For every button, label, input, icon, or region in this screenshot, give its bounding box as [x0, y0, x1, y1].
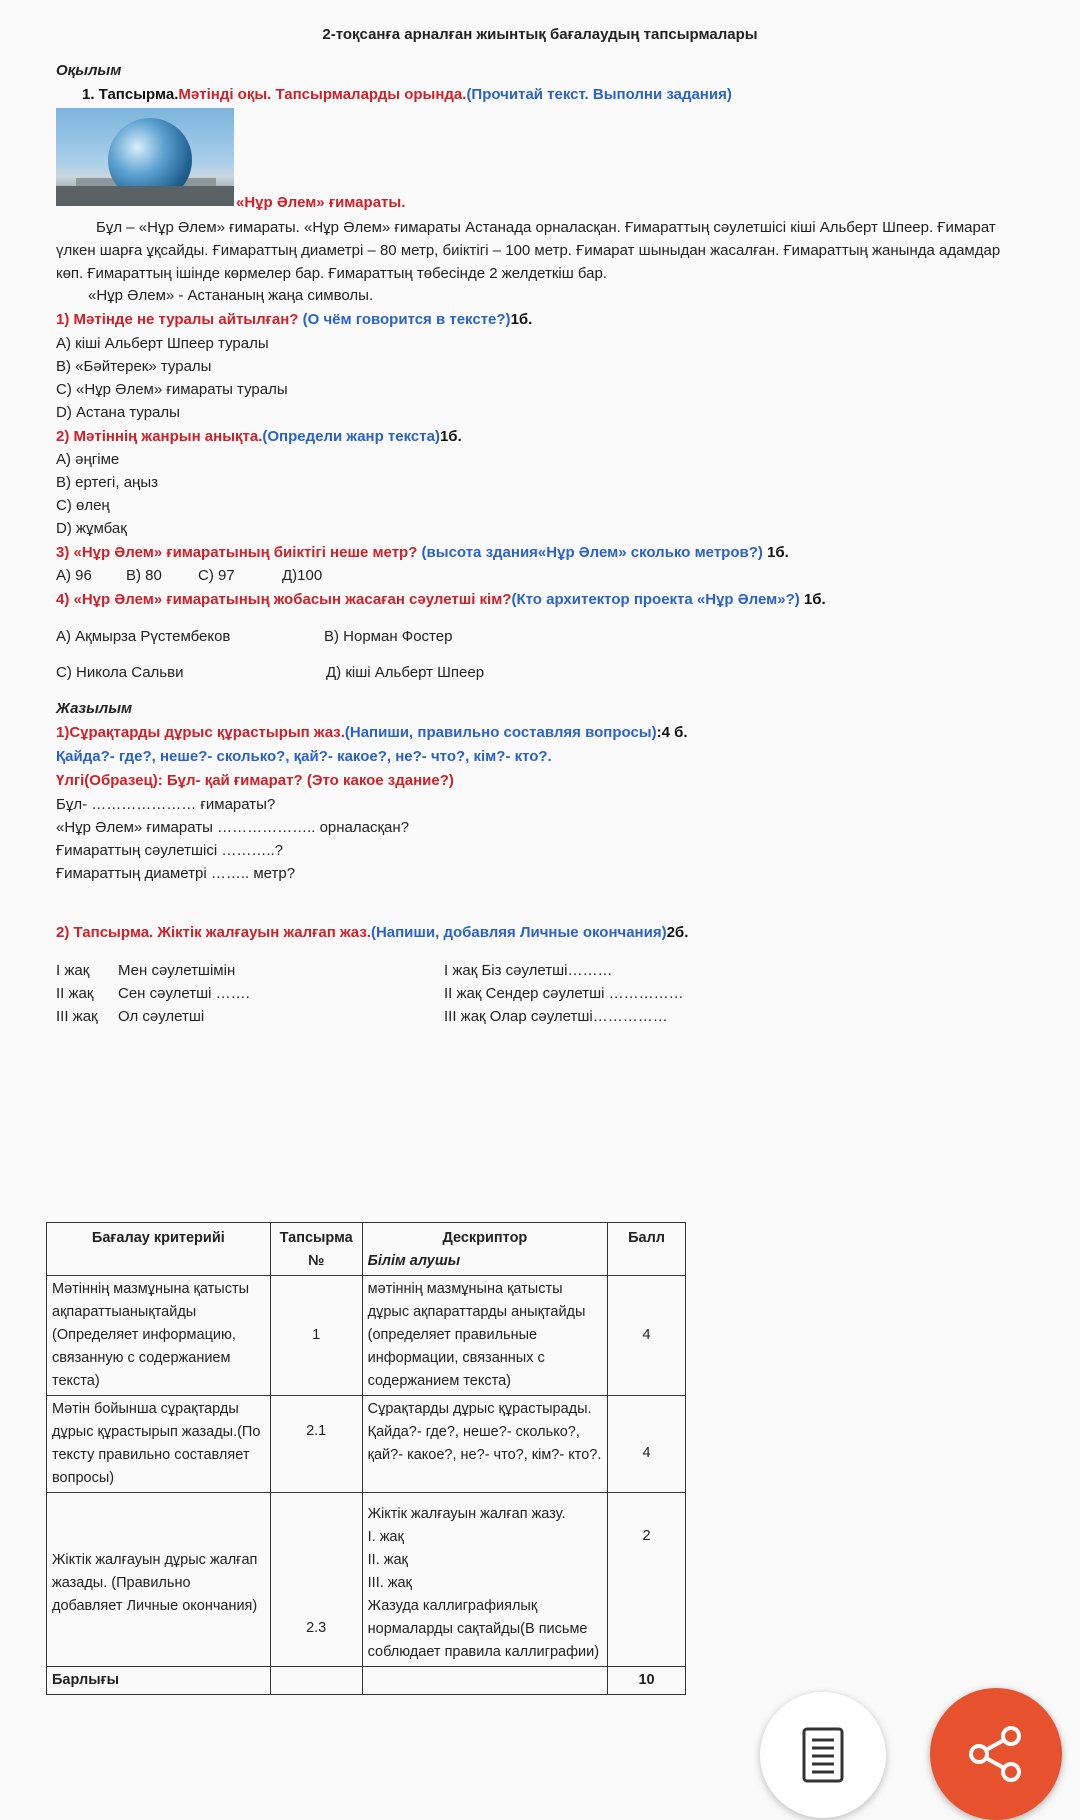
conj-left-1-person: І жақ: [56, 962, 90, 979]
header-criterion: Бағалау критерийі: [47, 1223, 271, 1276]
row-1-task: 1: [270, 1276, 362, 1396]
q3-option-a: А) 96: [56, 567, 92, 584]
conj-left-3-form: Ол сәулетші: [118, 1008, 205, 1025]
table-row: [47, 1276, 686, 1396]
row-2-task: 2.1: [270, 1396, 362, 1493]
q4-option-a: А) Ақмырза Рүстембеков: [56, 628, 231, 645]
row-2-criterion: Мәтін бойынша сұрақтарды дұрыс құрастырып жазады.(По тексту правильно составляет вопросы): [47, 1396, 271, 1493]
nur-alem-photo: [56, 108, 234, 206]
table-row: [47, 1493, 686, 1667]
q4-option-c: С) Никола Сальви: [56, 664, 184, 681]
assessment-table: [46, 1222, 686, 1695]
q2-option-b: В) ертегі, аңыз: [56, 474, 158, 491]
q4-option-b: В) Норман Фостер: [324, 628, 453, 645]
q2-option-a: А) әңгіме: [56, 451, 120, 468]
q3-option-c: С) 97: [198, 567, 235, 584]
question-4: 4) «Нұр Әлем» ғимаратының жобасын жасаған сәулетші кім?(Кто архитектор проекта «Нұр Әлем»?) 1б.: [56, 591, 826, 608]
q3-option-b: В) 80: [126, 567, 162, 584]
header-score: Балл: [608, 1223, 686, 1276]
conj-right-3: ІІІ жақ Олар сәулетші……………: [444, 1008, 668, 1025]
q1-option-d: D) Астана туралы: [56, 404, 180, 421]
document-view-button[interactable]: [760, 1692, 886, 1818]
row-2-score: 4: [608, 1396, 686, 1493]
q3-option-d: Д)100: [282, 567, 323, 584]
conj-left-2-person: ІІ жақ: [56, 985, 94, 1002]
share-icon: [965, 1723, 1027, 1785]
row-1-score: 4: [608, 1276, 686, 1396]
q1-option-a: А) кіші Альберт Шпеер туралы: [56, 335, 269, 352]
document-icon: [801, 1726, 845, 1784]
conj-right-2: ІІ жақ Сендер сәулетші ……………: [444, 985, 684, 1002]
fill-line-1: Бұл- ………………… ғимараты?: [56, 796, 276, 813]
question-word-hints: Қайда?- где?, неше?- сколько?, қай?- какое?, не?- что?, кім?- кто?.: [56, 748, 552, 765]
fill-line-2: «Нұр Әлем» ғимараты ……………….. орналасқан?: [56, 819, 410, 836]
text-title: «Нұр Әлем» ғимараты.: [236, 194, 406, 211]
share-button[interactable]: [930, 1688, 1062, 1820]
conj-left-1-form: Мен сәулетшімін: [118, 962, 236, 979]
question-1: 1) Мәтінде не туралы айтылған? (О чём говорится в тексте?)1б.: [56, 311, 533, 328]
row-3-criterion: Жіктік жалғауын дұрыс жалғап жазады. (Правильно добавляет Личные окончания): [47, 1493, 271, 1667]
table-header-row: [47, 1223, 686, 1276]
row-1-criterion: Мәтіннің мазмұнына қатысты ақпараттыанықтайды (Определяет информацию, связанную с содержанием текста): [47, 1276, 271, 1396]
question-2: 2) Мәтіннің жанрын анықта.(Определи жанр текста)1б.: [56, 428, 462, 445]
section-reading: Оқылым: [56, 62, 122, 79]
sample-line: Үлгі(Образец): Бұл- қай ғимарат? (Это какое здание?): [56, 772, 454, 789]
q2-option-d: D) жұмбақ: [56, 520, 127, 537]
fill-line-3: Ғимараттың сәулетшісі ………..?: [56, 842, 284, 859]
total-label: Барлығы: [47, 1667, 271, 1695]
row-1-descriptor: мәтіннің мазмұнына қатысты дұрыс ақпараттарды анықтайды (определяет правильные информации, связанных с содержанием текста): [362, 1276, 607, 1396]
row-3-score: 2: [608, 1493, 686, 1667]
reading-paragraph: Бұл – «Нұр Әлем» ғимараты. «Нұр Әлем» ғимараты Астанада орналасқан. Ғимараттың сәулетшісі кіші Альберт Шпеер. Ғимарат үлкен шарға ұқсайды. Ғимараттың диаметрі – 80 метр, биіктігі – 100 метр. Ғимарат шыныдан жасалған. Ғимараттың жанында адамдар көп. Ғимараттың ішінде көрмелер бар. Ғимараттың төбесінде 2 желдеткіш бар.: [56, 219, 1001, 282]
fill-line-4: Ғимараттың диаметрі …….. метр?: [56, 865, 296, 882]
page-title: 2-тоқсанға арналған жиынтық бағалаудың тапсырмалары: [322, 26, 758, 43]
header-descriptor: Дескриптор Білім алушы: [362, 1223, 607, 1276]
q1-option-c: С) «Нұр Әлем» ғимараты туралы: [56, 381, 288, 398]
header-task: Тапсырма №: [270, 1223, 362, 1276]
conj-left-2-form: Сен сәулетші …….: [118, 985, 250, 1002]
question-3: 3) «Нұр Әлем» ғимаратының биіктігі неше метр? (высота здания«Нұр Әлем» сколько метров?) 1б.: [56, 544, 789, 561]
writing-task-1: 1)Сұрақтарды дұрыс құрастырып жаз.(Напиши, правильно составляя вопросы):4 б.: [56, 724, 688, 741]
row-2-descriptor: Сұрақтарды дұрыс құрастырады. Қайда?- где?, неше?- сколько?, қай?- какое?, не?- что?, кім?- кто?.: [362, 1396, 607, 1493]
conj-left-3-person: ІІІ жақ: [56, 1008, 98, 1025]
section-writing: Жазылым: [56, 700, 133, 717]
q2-option-c: С) өлең: [56, 497, 110, 514]
row-3-descriptor: Жіктік жалғауын жалғап жазу. І. жақ ІІ. жақ ІІІ. жақ Жазуда каллиграфиялық нормаларды сақтайды(В письме соблюдает правила каллиграфии): [362, 1493, 607, 1667]
table-row: [47, 1396, 686, 1493]
task-1-heading: 1. Тапсырма.Мәтінді оқы. Тапсырмаларды орында.(Прочитай текст. Выполни задания): [82, 86, 732, 103]
table-total-row: [47, 1667, 686, 1695]
q4-option-d: Д) кіші Альберт Шпеер: [326, 664, 485, 681]
total-score: 10: [608, 1667, 686, 1695]
writing-task-2: 2) Тапсырма. Жіктік жалғауын жалғап жаз.(Напиши, добавляя Личные окончания)2б.: [56, 924, 689, 941]
conj-right-1: І жақ Біз сәулетші………: [444, 962, 613, 979]
q1-option-b: В) «Бәйтерек» туралы: [56, 358, 212, 375]
row-3-task: 2.3: [270, 1493, 362, 1667]
reading-closing: «Нұр Әлем» - Астананың жаңа символы.: [88, 287, 374, 304]
